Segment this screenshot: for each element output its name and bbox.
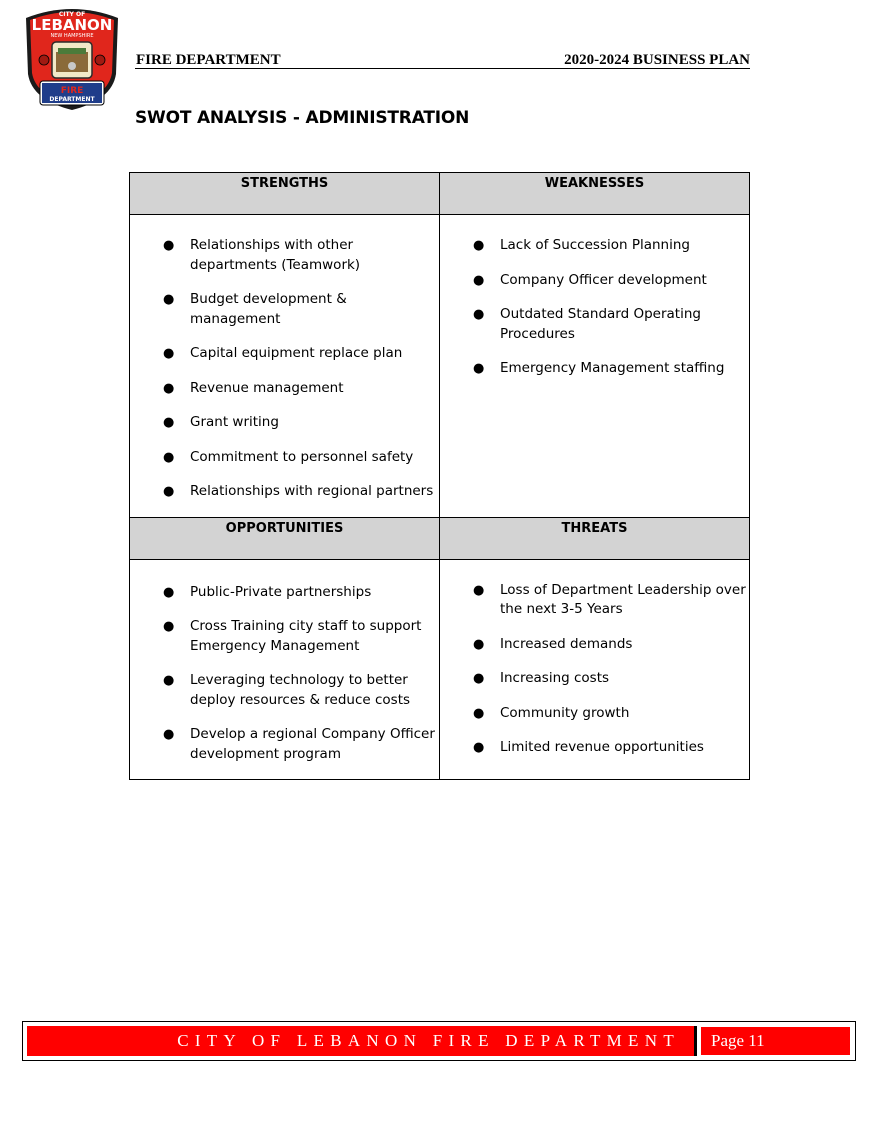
logo-department-text: DEPARTMENT	[49, 96, 95, 103]
list-item: ● Capital equipment replace plan	[130, 344, 439, 364]
list-item: ● Company Officer development	[440, 271, 749, 291]
page-footer	[22, 1021, 856, 1061]
bullet-icon: ●	[163, 346, 175, 361]
list-item: ● Community growth	[440, 704, 749, 724]
list-item: ● Relationships with other departments (Teamwork)	[163, 237, 361, 273]
footer-banner	[27, 1026, 697, 1056]
bullet-icon: ●	[163, 292, 175, 307]
list-item: ● Public-Private partnerships	[130, 583, 439, 603]
bullet-icon: ●	[473, 582, 485, 598]
list-item: ● Limited revenue opportunities	[440, 738, 749, 758]
bullet-icon: ●	[163, 380, 175, 396]
bullet-icon: ●	[473, 272, 485, 288]
weaknesses-list	[440, 215, 749, 379]
swot-table	[129, 172, 750, 780]
opportunities-list	[130, 560, 439, 765]
header-divider	[135, 68, 750, 69]
threats-list	[440, 560, 749, 758]
bullet-icon: ●	[163, 619, 175, 634]
list-item: ● Cross Training city staff to support Emergency Management	[163, 618, 422, 654]
bullet-icon: ●	[473, 705, 485, 721]
bullet-icon: ●	[473, 671, 485, 686]
list-item: ● Loss of Department Leadership over the next 3-5 Years	[473, 581, 746, 617]
bullet-icon: ●	[163, 238, 175, 253]
list-item: ● Commitment to personnel safety	[130, 448, 439, 468]
list-item: ● Leveraging technology to better deploy resources & reduce costs	[163, 672, 411, 708]
list-item: ● Relationships with regional partners	[130, 482, 439, 502]
strengths-heading: STRENGTHS	[130, 173, 440, 215]
page-title: SWOT ANALYSIS - ADMINISTRATION	[135, 108, 470, 128]
list-item: ● Outdated Standard Operating Procedures	[473, 306, 701, 342]
opportunities-heading: OPPORTUNITIES	[130, 517, 440, 559]
logo-fire-text: FIRE	[60, 86, 84, 96]
bullet-icon: ●	[473, 636, 485, 652]
list-item: ● Lack of Succession Planning	[440, 236, 749, 256]
logo-city-text: CITY OF	[58, 11, 86, 18]
header-department: FIRE DEPARTMENT	[136, 52, 281, 68]
weaknesses-cell	[440, 215, 750, 518]
footer-page-box	[700, 1026, 851, 1056]
bullet-icon: ●	[163, 484, 175, 499]
strengths-list	[130, 215, 439, 502]
bullet-icon: ●	[473, 307, 485, 322]
threats-heading: THREATS	[440, 517, 750, 559]
bullet-icon: ●	[163, 727, 175, 742]
list-item: ● Emergency Management staffing	[440, 359, 749, 379]
threats-cell	[440, 559, 750, 780]
strengths-cell	[130, 215, 440, 518]
weaknesses-heading: WEAKNESSES	[440, 173, 750, 215]
footer-organization: CITY OF LEBANON FIRE DEPARTMENT	[177, 1031, 680, 1050]
header-plan-title: 2020-2024 BUSINESS PLAN	[564, 52, 750, 68]
bullet-icon: ●	[473, 238, 485, 253]
list-item: ● Budget development & management	[163, 291, 347, 327]
fire-department-badge-logo	[22, 4, 122, 112]
opportunities-cell	[130, 559, 440, 780]
list-item: ● Grant writing	[130, 413, 439, 433]
logo-name-text: LEBANON	[31, 16, 113, 34]
list-item: ● Increased demands	[440, 635, 749, 655]
bullet-icon: ●	[163, 415, 175, 430]
page-number: Page 11	[711, 1031, 765, 1050]
bullet-icon: ●	[163, 449, 175, 465]
list-item: ● Develop a regional Company Officer development program	[163, 726, 435, 762]
bullet-icon: ●	[473, 361, 485, 376]
bullet-icon: ●	[163, 673, 175, 688]
bullet-icon: ●	[163, 584, 175, 600]
list-item: ● Increasing costs	[440, 669, 749, 689]
logo-state-text: NEW HAMPSHIRE	[50, 33, 94, 39]
list-item: ● Revenue management	[130, 379, 439, 399]
bullet-icon: ●	[473, 740, 485, 755]
